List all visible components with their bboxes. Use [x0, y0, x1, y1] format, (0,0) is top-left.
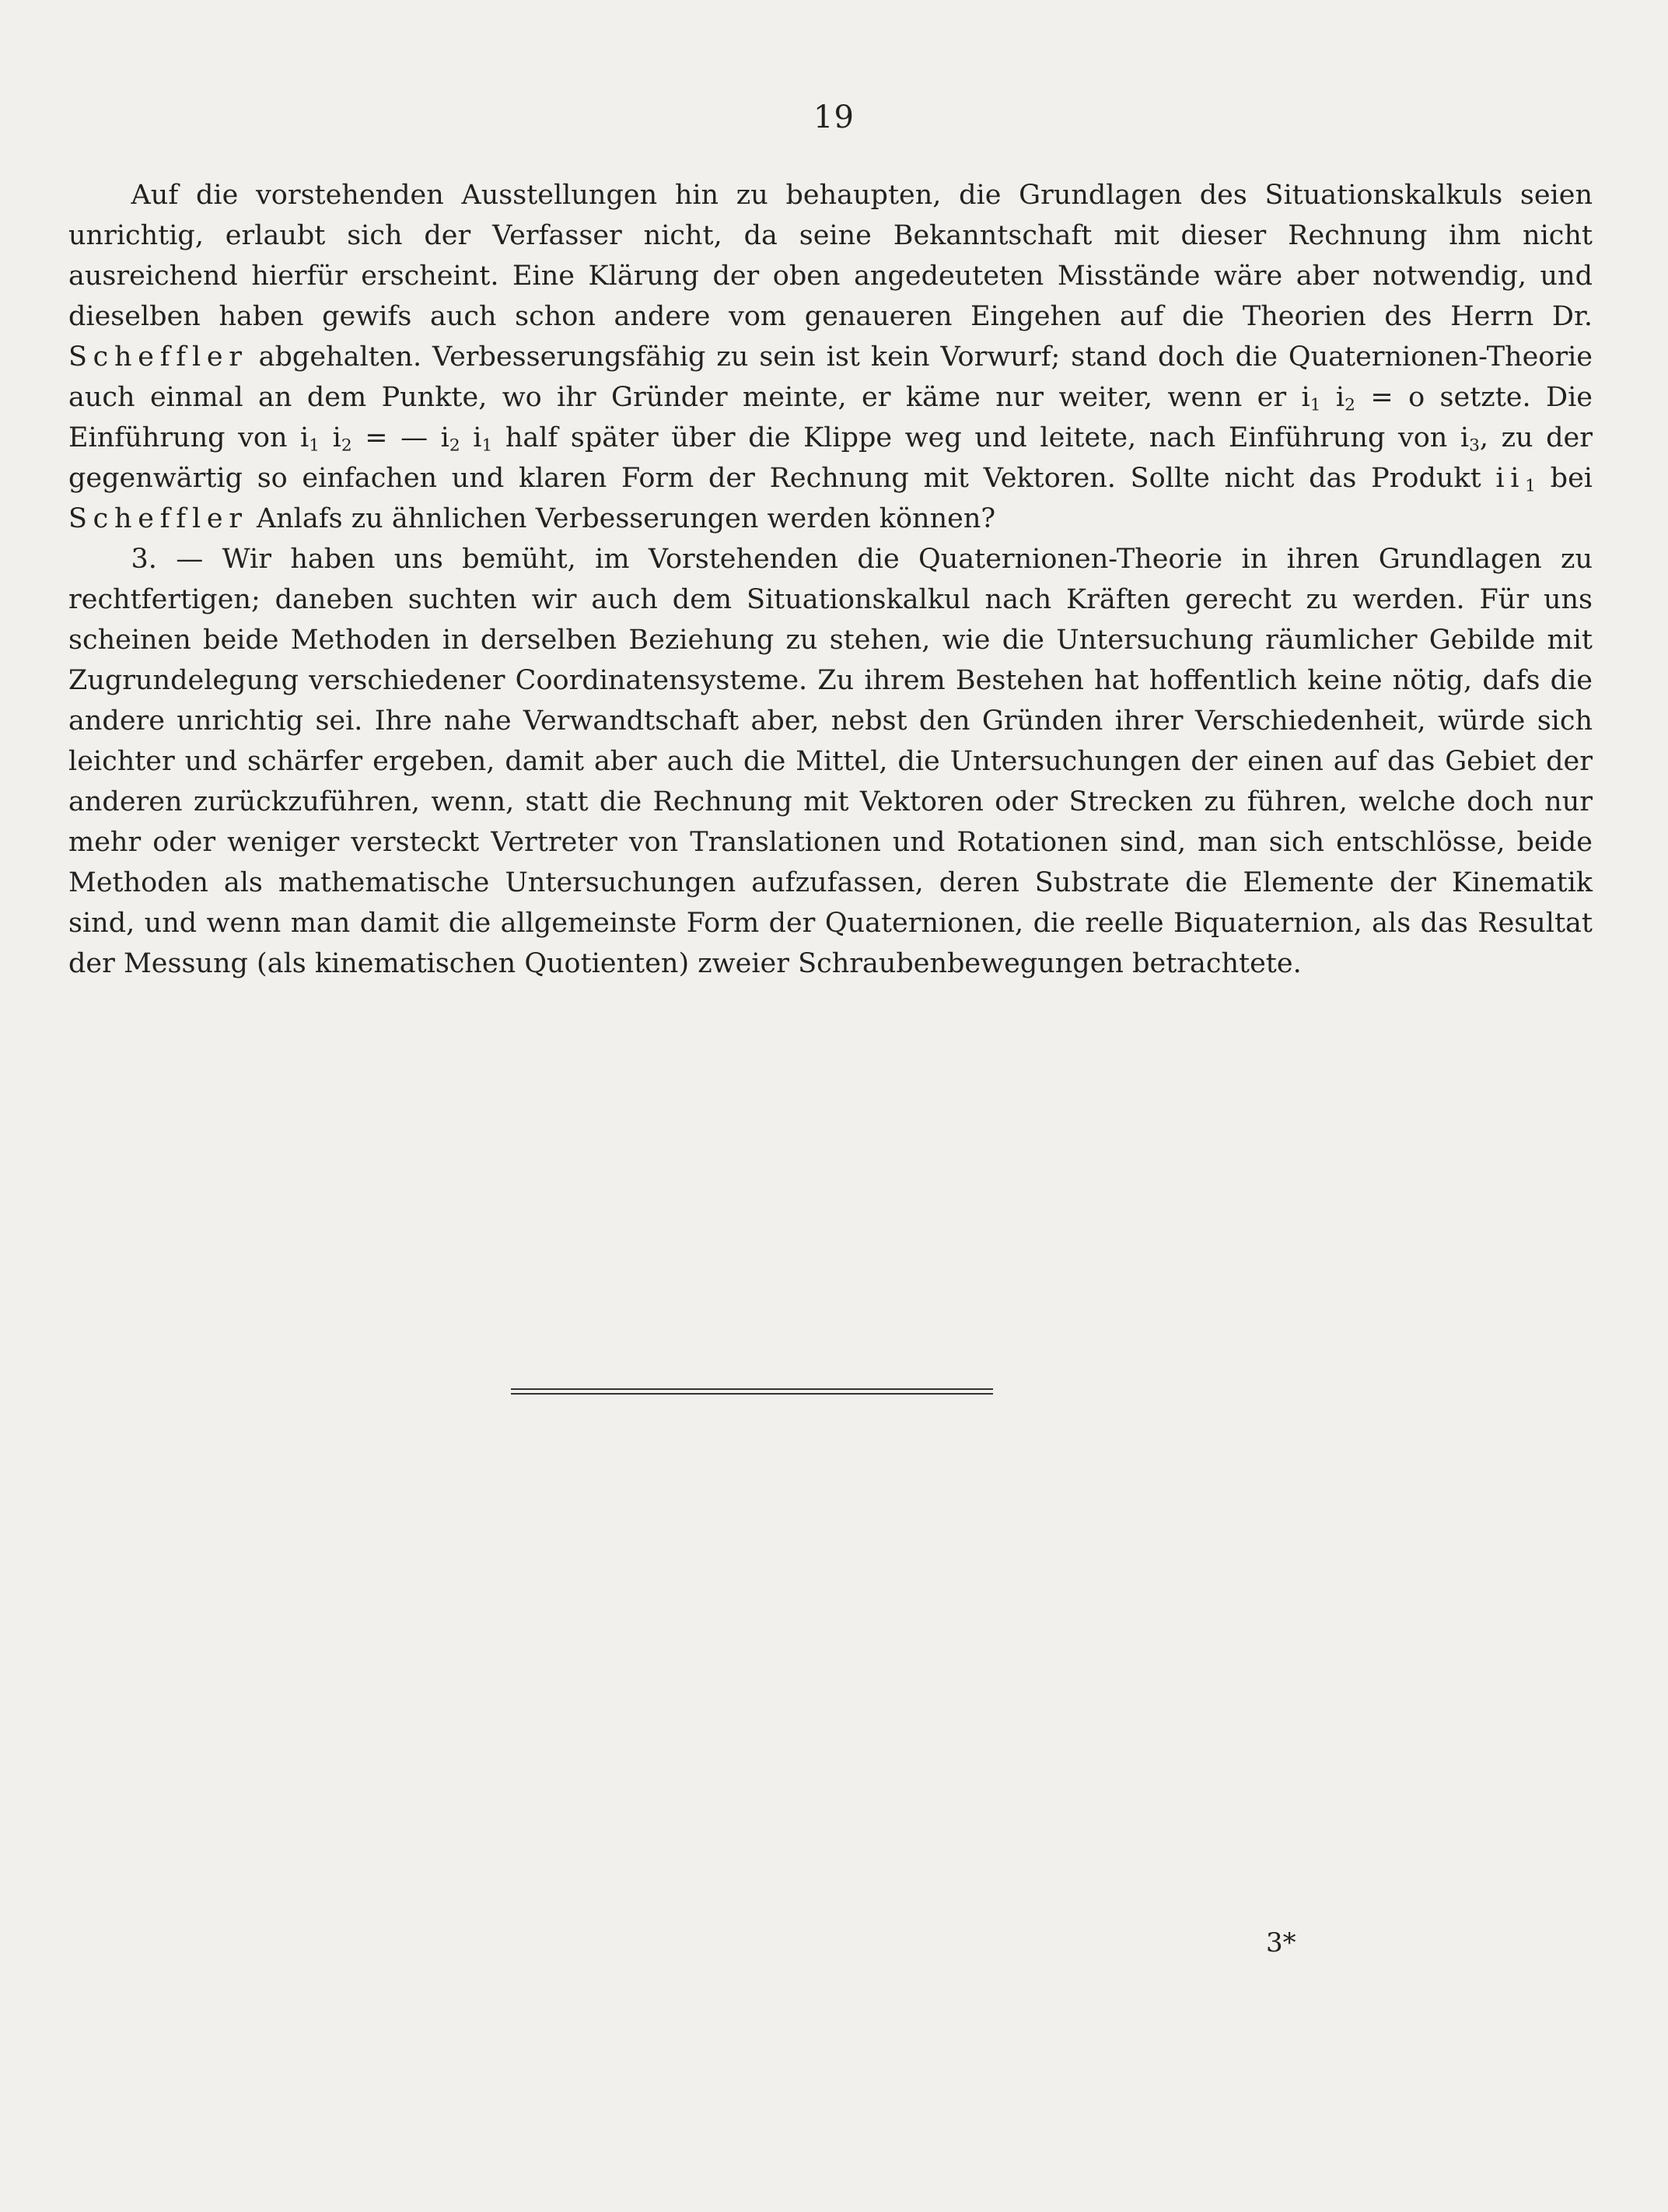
- subscript: 1: [1310, 395, 1321, 415]
- subscript: 2: [449, 436, 460, 456]
- subscript: 1: [309, 436, 320, 456]
- text-run: = — i: [351, 422, 449, 453]
- text-run: Auf die vorstehenden Ausstellungen hin zu behaupten, die Grundlagen des Situationskalkuls seien unrichtig, erlaubt sich der Verfasser nicht, da seine Bekanntschaft mit dieser Rechnung ihm nicht ausreichend hierfür erscheint. Eine Klärung der oben angedeuteten Misstände wäre aber notwendig, und dieselben haben gewifs auch schon andere vom genaueren Eingehen auf die Theorien des Herrn Dr.: [68, 180, 1593, 332]
- paragraph-2: 3. — Wir haben uns bemüht, im Vorstehenden die Quaternionen-Theorie in ihren Grundlagen zu rechtfertigen; daneben suchten wir auch dem Situationskalkul nach Kräften gerecht zu werden. Für uns scheinen beide Methoden in derselben Beziehung zu stehen, wie die Untersuchung räumlicher Gebilde mit Zugrundelegung verschiedener Coordinatensysteme. Zu ihrem Bestehen hat hoffentlich keine nötig, dafs die andere unrichtig sei. Ihre nahe Verwandtschaft aber, nebst den Gründen ihrer Verschiedenheit, würde sich leichter und schärfer ergeben, damit aber auch die Mittel, die Untersuchungen der einen auf das Gebiet der anderen zurückzuführen, wenn, statt die Rechnung mit Vektoren oder Strecken zu führen, welche doch nur mehr oder weniger versteckt Vertreter von Translationen und Rotationen sind, man sich entschlösse, beide Methoden als mathematische Untersuchungen aufzufassen, deren Substrate die Elemente der Kinematik sind, und wenn man damit die allgemeinste Form der Quaternionen, die reelle Biquaternion, als das Resultat der Messung (als kinematischen Quotienten) zweier Schraubenbewegungen betrachtete.: [68, 544, 1593, 979]
- section-divider: [511, 1388, 993, 1395]
- text-run: half später über die Klippe weg und leitete, nach Einführung von i: [492, 422, 1470, 453]
- text-run: i: [320, 422, 341, 453]
- subscript: 2: [341, 436, 352, 456]
- body-text: [68, 175, 1593, 984]
- text-run: abgehalten. Verbesserungsfähig zu sein ist kein Vorwurf; stand doch die Quaternionen-Theorie auch einmal an dem Punkte, wo ihr Gründer meinte, er käme nur weiter, wenn er i: [68, 341, 1593, 413]
- text-run: i: [460, 422, 482, 453]
- paragraph-1: [68, 175, 1593, 539]
- text-run: , zu der gegenwärtig so einfachen und klaren Form der Rechnung mit Vektoren. Sollte nicht das Produkt: [68, 422, 1593, 494]
- product-symbol: ii: [1495, 463, 1526, 494]
- subscript: 2: [1345, 395, 1355, 415]
- author-name-spaced: Scheffler: [68, 341, 248, 373]
- text-run: bei: [1535, 463, 1593, 494]
- page-number: 19: [813, 100, 855, 135]
- text-run: Anlafs zu ähnlichen Verbesserungen werden können?: [247, 503, 996, 534]
- text-run: i: [1320, 382, 1345, 413]
- subscript: 3: [1469, 436, 1480, 456]
- subscript: 1: [481, 436, 493, 456]
- text-run: = o setzte. Die Einführung von i: [68, 382, 1593, 453]
- signature-mark: 3*: [1266, 1927, 1296, 1958]
- author-name-spaced: Scheffler: [68, 503, 248, 534]
- subscript: 1: [1525, 476, 1536, 496]
